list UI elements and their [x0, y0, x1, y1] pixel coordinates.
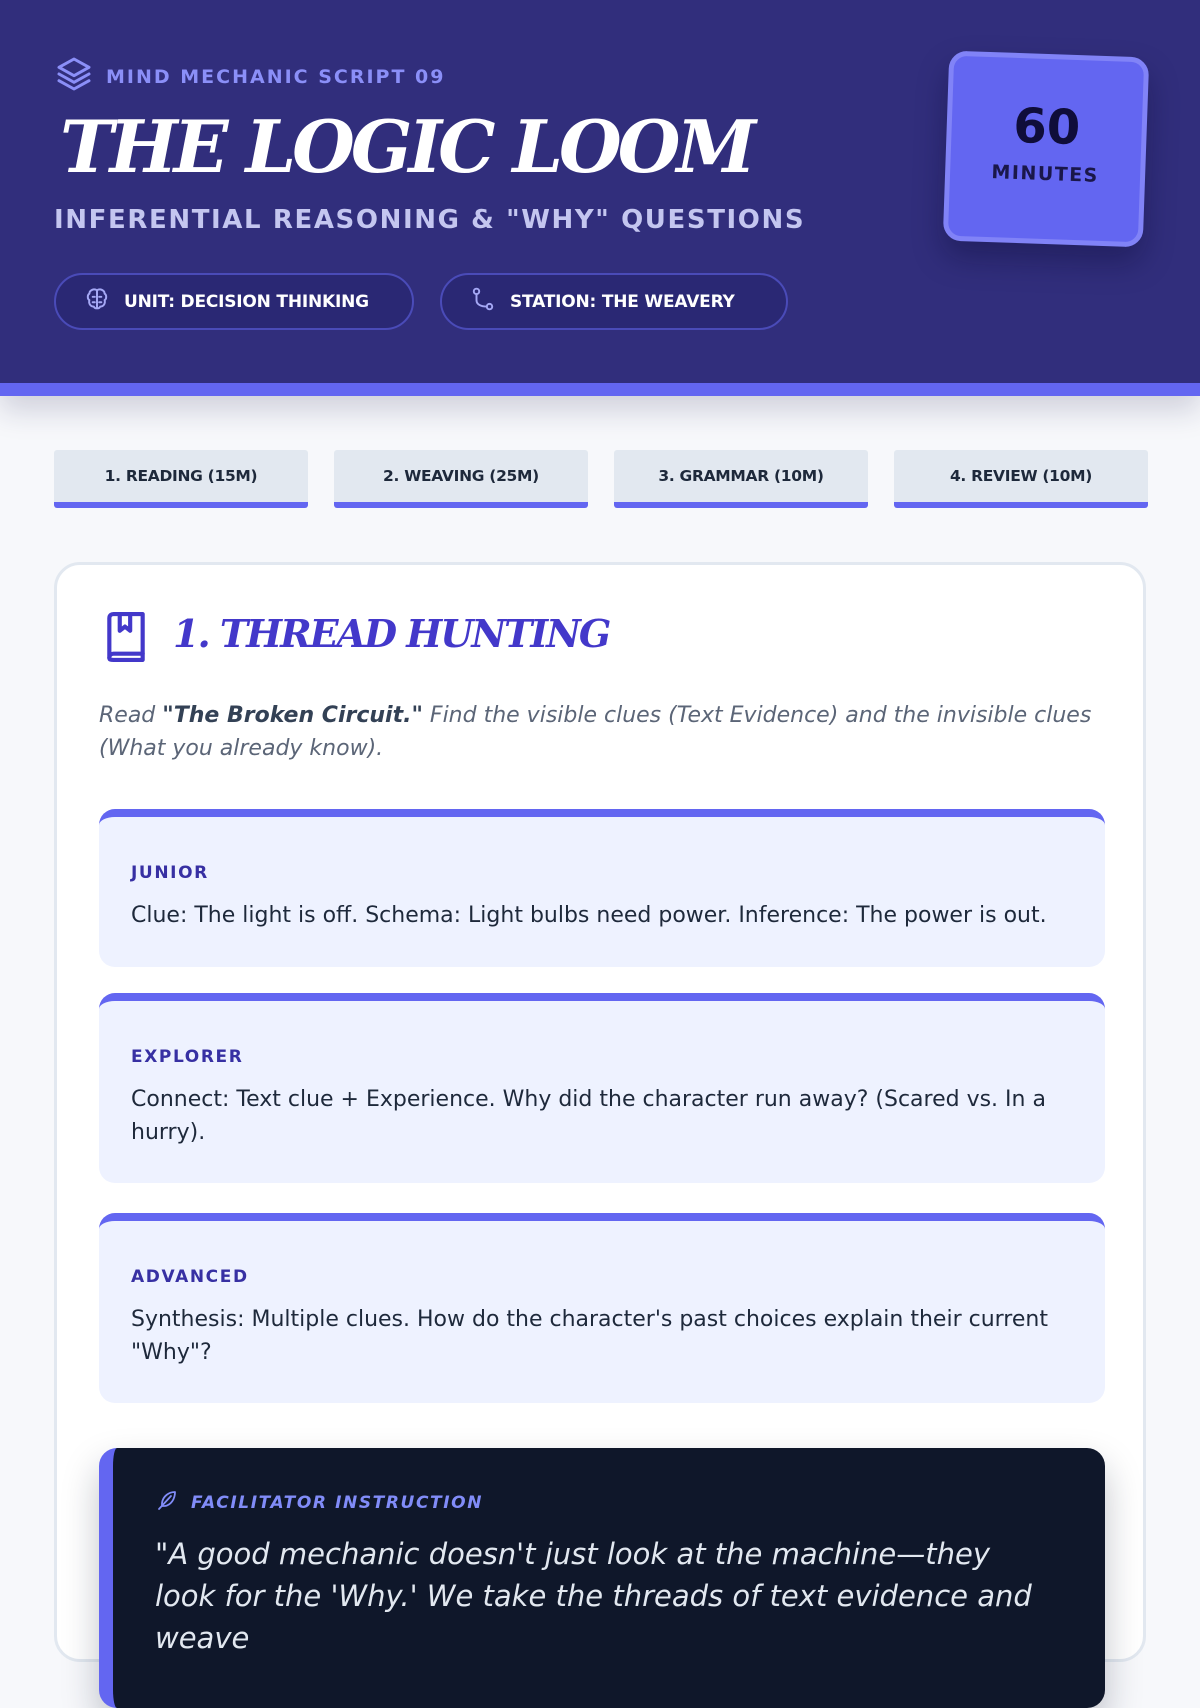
- eyebrow-text: MIND MECHANIC SCRIPT 09: [106, 65, 446, 88]
- book-bookmark-icon: [101, 609, 151, 670]
- intro-prefix: Read: [99, 703, 163, 728]
- facilitator-label: FACILITATOR INSTRUCTION: [191, 1492, 484, 1513]
- layers-icon: [54, 54, 94, 99]
- level-label: ADVANCED: [131, 1267, 249, 1287]
- section-title: 1. THREAD HUNTING: [173, 611, 610, 656]
- section-card: [54, 562, 1146, 1662]
- duration-badge: [943, 51, 1150, 248]
- level-card-junior: [99, 809, 1105, 967]
- tag-station-label: STATION: THE WEAVERY: [510, 291, 735, 312]
- facilitator-header: [155, 1488, 483, 1517]
- brain-icon: [84, 286, 110, 317]
- page-title: THE LOGIC LOOM: [60, 104, 753, 189]
- level-card-advanced: [99, 1213, 1105, 1403]
- facilitator-quote: "A good mechanic doesn't just look at the machine—they look for the 'Why.' We take the threads of text evidence and weave: [155, 1537, 1032, 1655]
- duration-label: MINUTES: [991, 161, 1100, 187]
- story-title: "The Broken Circuit.": [162, 703, 423, 728]
- intro-rest: Find the visible clues (Text Evidence) and the invisible clues (What you already know).: [99, 703, 1092, 761]
- level-text: Clue: The light is off. Schema: Light bulbs need power. Inference: The power is out.: [131, 903, 1047, 928]
- level-label: EXPLORER: [131, 1047, 244, 1067]
- tag-unit-label: UNIT: DECISION THINKING: [124, 291, 369, 312]
- route-icon: [470, 286, 496, 317]
- tab-reading[interactable]: 1. READING (15M): [54, 450, 308, 508]
- level-label: JUNIOR: [131, 863, 209, 883]
- feather-icon: [155, 1488, 179, 1517]
- page-header: [0, 0, 1200, 396]
- level-text: Synthesis: Multiple clues. How do the character's past choices explain their current "Why"?: [131, 1307, 1048, 1365]
- section-intro: [99, 699, 1099, 765]
- duration-value: 60: [1012, 97, 1082, 157]
- tab-grammar[interactable]: 3. GRAMMAR (10M): [614, 450, 868, 508]
- eyebrow: [54, 54, 446, 99]
- page-subtitle: INFERENTIAL REASONING & "WHY" QUESTIONS: [54, 205, 806, 235]
- facilitator-box: [99, 1448, 1105, 1708]
- level-card-explorer: [99, 993, 1105, 1183]
- level-text: Connect: Text clue + Experience. Why did the character run away? (Scared vs. In a hurry).: [131, 1087, 1046, 1145]
- tag-station: [440, 273, 788, 330]
- tab-review[interactable]: 4. REVIEW (10M): [894, 450, 1148, 508]
- tab-weaving[interactable]: 2. WEAVING (25M): [334, 450, 588, 508]
- tag-unit: [54, 273, 414, 330]
